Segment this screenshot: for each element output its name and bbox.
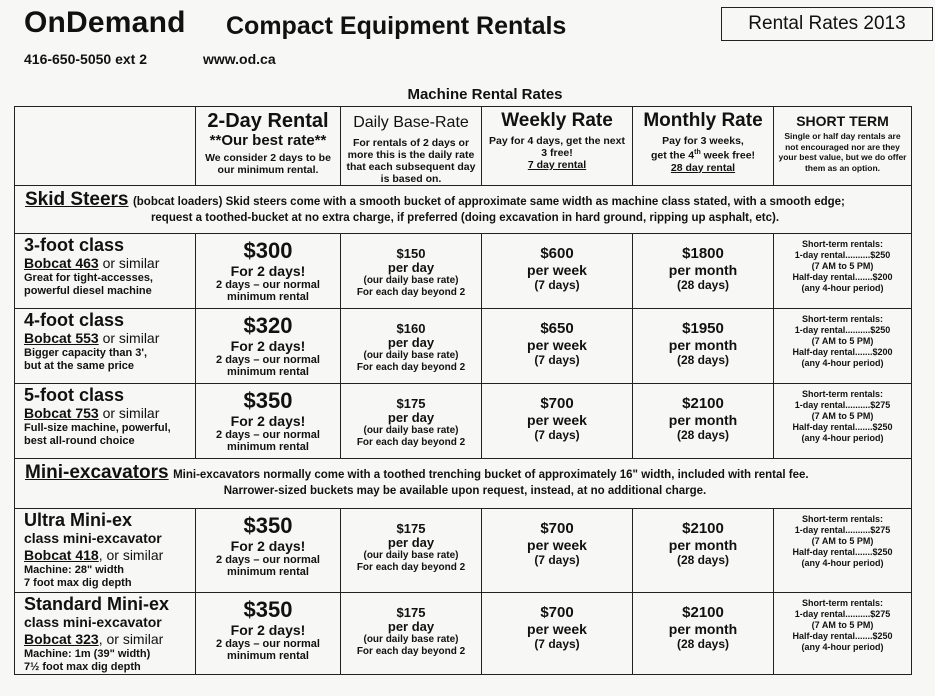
two-day-cell (196, 593, 341, 675)
monthly-price: $2100 (682, 395, 724, 412)
short-term-cell (774, 384, 912, 459)
machine-note: 7½ foot max dig depth (24, 661, 141, 673)
short-term-line: 1-day rental..........$275 (794, 525, 891, 535)
column-header-row (15, 107, 912, 186)
weekly-unit: per week (527, 537, 587, 553)
short-term-line: Half-day rental.......$200 (792, 272, 893, 282)
short-term-cell (774, 509, 912, 593)
machine-note: powerful diesel machine (24, 285, 152, 297)
short-term-line: 1-day rental..........$250 (794, 250, 891, 260)
machine-class: Ultra Mini-ex (24, 510, 133, 530)
machine-note: best all-round choice (24, 435, 135, 447)
monthly-price: $1800 (682, 245, 724, 262)
daily-note: (our daily base rate) (363, 425, 459, 436)
weekly-cell (482, 509, 633, 593)
two-day-cell (196, 384, 341, 459)
table-row (15, 509, 912, 593)
daily-note: (our daily base rate) (363, 350, 459, 361)
daily-note: (our daily base rate) (363, 275, 459, 286)
col-monthly (633, 107, 774, 186)
phone-number: 416-650-5050 ext 2 (24, 51, 147, 67)
two-day-note: minimum rental (227, 441, 309, 453)
two-day-note: 2 days – our normal (216, 638, 320, 650)
daily-note: For each day beyond 2 (356, 362, 466, 373)
two-day-price: $320 (243, 313, 293, 338)
brand-name: OnDemand (24, 6, 186, 39)
machine-note: Machine: 28" width (24, 564, 124, 576)
machine-cell (15, 593, 196, 675)
col-weekly (482, 107, 633, 186)
monthly-unit: per month (668, 537, 738, 553)
header-blank-cell (15, 107, 196, 186)
short-term-line: Short-term rentals: (801, 314, 883, 324)
machine-model: Bobcat 463 or similar (24, 255, 160, 271)
machine-class-sub: class mini-excavator (24, 530, 162, 546)
weekly-cell (482, 384, 633, 459)
weekly-unit: per week (527, 262, 587, 278)
monthly-unit: per month (668, 262, 738, 278)
rental-rates-badge: Rental Rates 2013 (721, 7, 933, 41)
monthly-cell (633, 384, 774, 459)
table-row (15, 309, 912, 384)
short-term-line: (any 4-hour period) (801, 642, 884, 652)
machine-note: Bigger capacity than 3', (24, 347, 148, 359)
weekly-note: (7 days) (534, 553, 580, 567)
col-weekly-desc: Pay for 4 days, get the next 3 free! (489, 135, 625, 159)
two-day-sub: For 2 days! (230, 538, 306, 554)
brand-subtitle: Compact Equipment Rentals (226, 12, 567, 40)
col-daily-title: Daily Base-Rate (353, 114, 469, 131)
machine-class: 4-foot class (24, 310, 125, 330)
section-skid-desc: (bobcat loaders) Skid steers come with a smooth bucket of approximate same width as machine class stated, with a smooth edge; (132, 196, 845, 208)
monthly-cell (633, 593, 774, 675)
daily-unit: per day (387, 260, 435, 275)
two-day-sub: For 2 days! (230, 622, 306, 638)
two-day-note: 2 days – our normal (216, 279, 320, 291)
col-daily-desc: For rentals of 2 days or more this is the daily rate that each subsequent day is based on. (346, 137, 476, 185)
daily-note: For each day beyond 2 (356, 437, 466, 448)
machine-class: Standard Mini-ex (24, 594, 170, 614)
col-two-day-best: **Our best rate** (209, 132, 327, 149)
monthly-note: (28 days) (676, 637, 730, 651)
machine-model: Bobcat 418, or similar (24, 547, 164, 563)
col-short-term-desc: Single or half day rentals are not encouraged nor are they your best value, but we do offer them as an option. (778, 131, 907, 173)
machine-cell (15, 234, 196, 309)
two-day-note: minimum rental (227, 650, 309, 662)
weekly-unit: per week (527, 412, 587, 428)
monthly-note: (28 days) (676, 553, 730, 567)
rates-table (14, 106, 912, 675)
two-day-price: $350 (243, 513, 293, 538)
section-row-excavators (15, 459, 912, 509)
machine-model: Bobcat 553 or similar (24, 330, 160, 346)
section-skid-desc2: request a toothed-bucket at no extra charge, if preferred (doing excavation in hard ground, ripping up asphalt, etc). (150, 212, 780, 224)
short-term-line: (any 4-hour period) (801, 433, 884, 443)
two-day-sub: For 2 days! (230, 263, 306, 279)
short-term-line: (7 AM to 5 PM) (811, 261, 874, 271)
short-term-line: 1-day rental..........$275 (794, 609, 891, 619)
daily-cell (341, 593, 482, 675)
section-row-skid (15, 186, 912, 234)
section-skid-steers (15, 186, 912, 234)
weekly-price: $700 (540, 395, 574, 412)
monthly-price: $2100 (682, 604, 724, 621)
daily-note: For each day beyond 2 (356, 646, 466, 657)
daily-note: For each day beyond 2 (356, 562, 466, 573)
col-daily (341, 107, 482, 186)
daily-price: $175 (396, 605, 426, 620)
daily-unit: per day (387, 410, 435, 425)
daily-price: $150 (396, 246, 426, 261)
section-excavators-desc2: Narrower-sized buckets may be available upon request, instead, at no additional charge. (223, 485, 707, 497)
table-row (15, 593, 912, 675)
two-day-sub: For 2 days! (230, 413, 306, 429)
two-day-price: $350 (243, 388, 293, 413)
two-day-price: $350 (243, 597, 293, 622)
two-day-note: 2 days – our normal (216, 354, 320, 366)
daily-unit: per day (387, 535, 435, 550)
monthly-unit: per month (668, 621, 738, 637)
machine-class: 5-foot class (24, 385, 125, 405)
daily-price: $175 (396, 521, 426, 536)
short-term-line: (7 AM to 5 PM) (811, 620, 874, 630)
short-term-line: Short-term rentals: (801, 514, 883, 524)
two-day-cell (196, 234, 341, 309)
short-term-cell (774, 593, 912, 675)
section-excavators-title: Mini-excavators (25, 462, 169, 483)
section-mini-excavators (15, 459, 912, 509)
short-term-line: (7 AM to 5 PM) (811, 536, 874, 546)
col-weekly-title: Weekly Rate (501, 110, 613, 131)
machine-cell (15, 384, 196, 459)
weekly-note: (7 days) (534, 428, 580, 442)
weekly-price: $650 (540, 320, 574, 337)
short-term-line: Half-day rental.......$250 (792, 422, 893, 432)
short-term-line: (7 AM to 5 PM) (811, 411, 874, 421)
col-short-term-title: SHORT TERM (796, 113, 889, 129)
daily-cell (341, 509, 482, 593)
machine-note: Machine: 1m (39" width) (24, 648, 151, 660)
two-day-note: minimum rental (227, 291, 309, 303)
weekly-cell (482, 309, 633, 384)
monthly-note: (28 days) (676, 353, 730, 367)
weekly-note: (7 days) (534, 353, 580, 367)
short-term-line: (7 AM to 5 PM) (811, 336, 874, 346)
daily-note: (our daily base rate) (363, 634, 459, 645)
table-row (15, 384, 912, 459)
section-excavators-desc: Mini-excavators normally come with a toothed trenching bucket of approximately 16" width, included with rental fee. (173, 469, 809, 481)
short-term-line: Short-term rentals: (801, 239, 883, 249)
machine-class: 3-foot class (24, 235, 125, 255)
daily-cell (341, 309, 482, 384)
two-day-note: 2 days – our normal (216, 554, 320, 566)
short-term-line: Half-day rental.......$250 (792, 547, 893, 557)
monthly-note: (28 days) (676, 278, 730, 292)
col-two-day-title: 2-Day Rental (207, 110, 329, 132)
website-url: www.od.ca (203, 51, 276, 67)
machine-model: Bobcat 323, or similar (24, 631, 164, 647)
daily-cell (341, 234, 482, 309)
section-skid-title: Skid Steers (25, 189, 129, 210)
weekly-price: $700 (540, 604, 574, 621)
table-row (15, 234, 912, 309)
machine-note: Full-size machine, powerful, (24, 422, 171, 434)
machine-cell (15, 309, 196, 384)
machine-cell (15, 509, 196, 593)
two-day-sub: For 2 days! (230, 338, 306, 354)
monthly-unit: per month (668, 337, 738, 353)
short-term-line: Short-term rentals: (801, 598, 883, 608)
col-short-term (774, 107, 912, 186)
col-monthly-desc-a: Pay for 3 weeks, (662, 135, 744, 147)
two-day-note: minimum rental (227, 366, 309, 378)
machine-note: 7 foot max dig depth (24, 577, 132, 589)
monthly-unit: per month (668, 412, 738, 428)
col-monthly-link: 28 day rental (670, 161, 736, 174)
col-weekly-link: 7 day rental (527, 159, 587, 171)
two-day-price: $300 (243, 238, 293, 263)
short-term-line: 1-day rental..........$250 (794, 325, 891, 335)
monthly-price: $2100 (682, 520, 724, 537)
monthly-price: $1950 (682, 320, 724, 337)
short-term-cell (774, 234, 912, 309)
col-monthly-desc-b: get the 4th week free! (650, 149, 756, 162)
col-two-day (196, 107, 341, 186)
daily-price: $160 (396, 321, 426, 336)
machine-note: but at the same price (24, 360, 135, 372)
monthly-cell (633, 234, 774, 309)
machine-class-sub: class mini-excavator (24, 614, 162, 630)
daily-note: For each day beyond 2 (356, 287, 466, 298)
two-day-cell (196, 509, 341, 593)
weekly-cell (482, 593, 633, 675)
two-day-note: minimum rental (227, 566, 309, 578)
short-term-line: Short-term rentals: (801, 389, 883, 399)
short-term-line: (any 4-hour period) (801, 283, 884, 293)
monthly-note: (28 days) (676, 428, 730, 442)
weekly-price: $600 (540, 245, 574, 262)
short-term-line: Half-day rental.......$200 (792, 347, 893, 357)
col-two-day-desc: We consider 2 days to be our minimum rental. (205, 152, 331, 176)
weekly-price: $700 (540, 520, 574, 537)
weekly-unit: per week (527, 337, 587, 353)
short-term-line: Half-day rental.......$250 (792, 631, 893, 641)
two-day-note: 2 days – our normal (216, 429, 320, 441)
two-day-cell (196, 309, 341, 384)
col-monthly-title: Monthly Rate (643, 110, 763, 131)
machine-model: Bobcat 753 or similar (24, 405, 160, 421)
daily-cell (341, 384, 482, 459)
weekly-note: (7 days) (534, 637, 580, 651)
daily-price: $175 (396, 396, 426, 411)
monthly-cell (633, 509, 774, 593)
weekly-note: (7 days) (534, 278, 580, 292)
short-term-cell (774, 309, 912, 384)
daily-unit: per day (387, 619, 435, 634)
short-term-line: (any 4-hour period) (801, 358, 884, 368)
short-term-line: (any 4-hour period) (801, 558, 884, 568)
machine-note: Great for tight-accesses, (24, 272, 153, 284)
weekly-unit: per week (527, 621, 587, 637)
table-title: Machine Rental Rates (407, 86, 563, 103)
monthly-cell (633, 309, 774, 384)
daily-note: (our daily base rate) (363, 550, 459, 561)
weekly-cell (482, 234, 633, 309)
short-term-line: 1-day rental..........$275 (794, 400, 891, 410)
daily-unit: per day (387, 335, 435, 350)
